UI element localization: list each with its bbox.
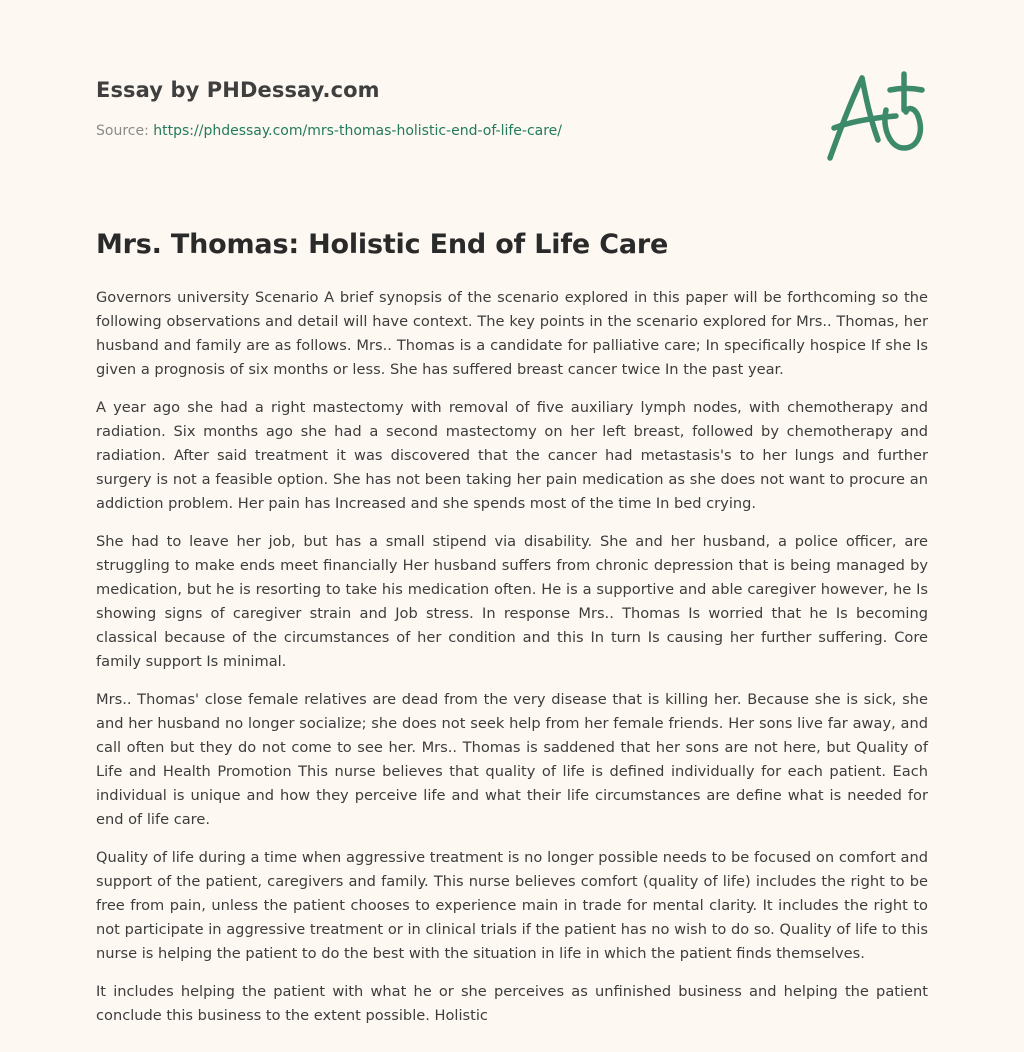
essay-title: Mrs. Thomas: Holistic End of Life Care: [96, 229, 669, 260]
essay-paragraph: Quality of life during a time when aggressive treatment is no longer possible needs to be focused on comfort and support of the patient, caregivers and family. This nurse believes comfort (quality of life) includes the right to be free from pain, unless the patient chooses to experience main in trade for mental clarity. It includes the right to not participate in aggressive treatment or in clinical trials if the patient has no wish to do so. Quality of life to this nurse is helping the patient to do the best with the situation in life in which the patient finds themselves.: [96, 849, 928, 962]
essay-paragraph: Governors university Scenario A brief synopsis of the scenario explored in this paper will be forthcoming so the following observations and detail will have context. The key points in the scenario explored for Mrs.. Thomas, her husband and family are as follows. Mrs.. Thomas is a candidate for palliative care; In specifically hospice If she Is given a prognosis of six months or less. She has suffered breast cancer twice In the past year.: [96, 289, 928, 378]
source-link[interactable]: https://phdessay.com/mrs-thomas-holistic-end-of-life-care/: [153, 123, 562, 139]
essay-paragraph: She had to leave her job, but has a small stipend via disability. She and her husband, a police officer, are struggling to make ends meet financially Her husband suffers from chronic depression that is being managed by medication, but he is resorting to take his medication often. He is a supportive and able caregiver however, he Is showing signs of caregiver strain and Job stress. In response Mrs.. Thomas Is worried that he Is becoming classical because of the circumstances of her condition and this In turn Is causing her further suffering. Core family support Is minimal.: [96, 533, 928, 670]
source-line: [96, 122, 796, 140]
source-label: Source:: [96, 123, 154, 139]
essay-paragraph: Mrs.. Thomas' close female relatives are dead from the very disease that is killing her. Because she is sick, she and her husband no longer socialize; she does not seek help from her female friends. Her sons live far away, and call often but they do not come to see her. Mrs.. Thomas is saddened that her sons are not here, but Quality of Life and Health Promotion This nurse believes that quality of life is defined individually for each patient. Each individual is unique and how they perceive life and what their life circumstances are define what is needed for end of life care.: [96, 691, 928, 828]
site-brand: Essay by PHDessay.com: [96, 78, 380, 102]
essay-body: [96, 286, 928, 1042]
page-header: [96, 76, 796, 140]
essay-paragraph: A year ago she had a right mastectomy with removal of five auxiliary lymph nodes, with chemotherapy and radiation. Six months ago she had a second mastectomy on her left breast, followed by chemotherapy and radiation. After said treatment it was discovered that the cancer had metastasis's to her lungs and further surgery is not a feasible option. She has not been taking her pain medication as she does not want to procure an addiction problem. Her pain has Increased and she spends most of the time In bed crying.: [96, 399, 928, 512]
essay-paragraph: It includes helping the patient with what he or she perceives as unfinished business and helping the patient conclude this business to the extent possible. Holistic: [96, 983, 928, 1024]
a-plus-grade-icon: [820, 66, 930, 166]
